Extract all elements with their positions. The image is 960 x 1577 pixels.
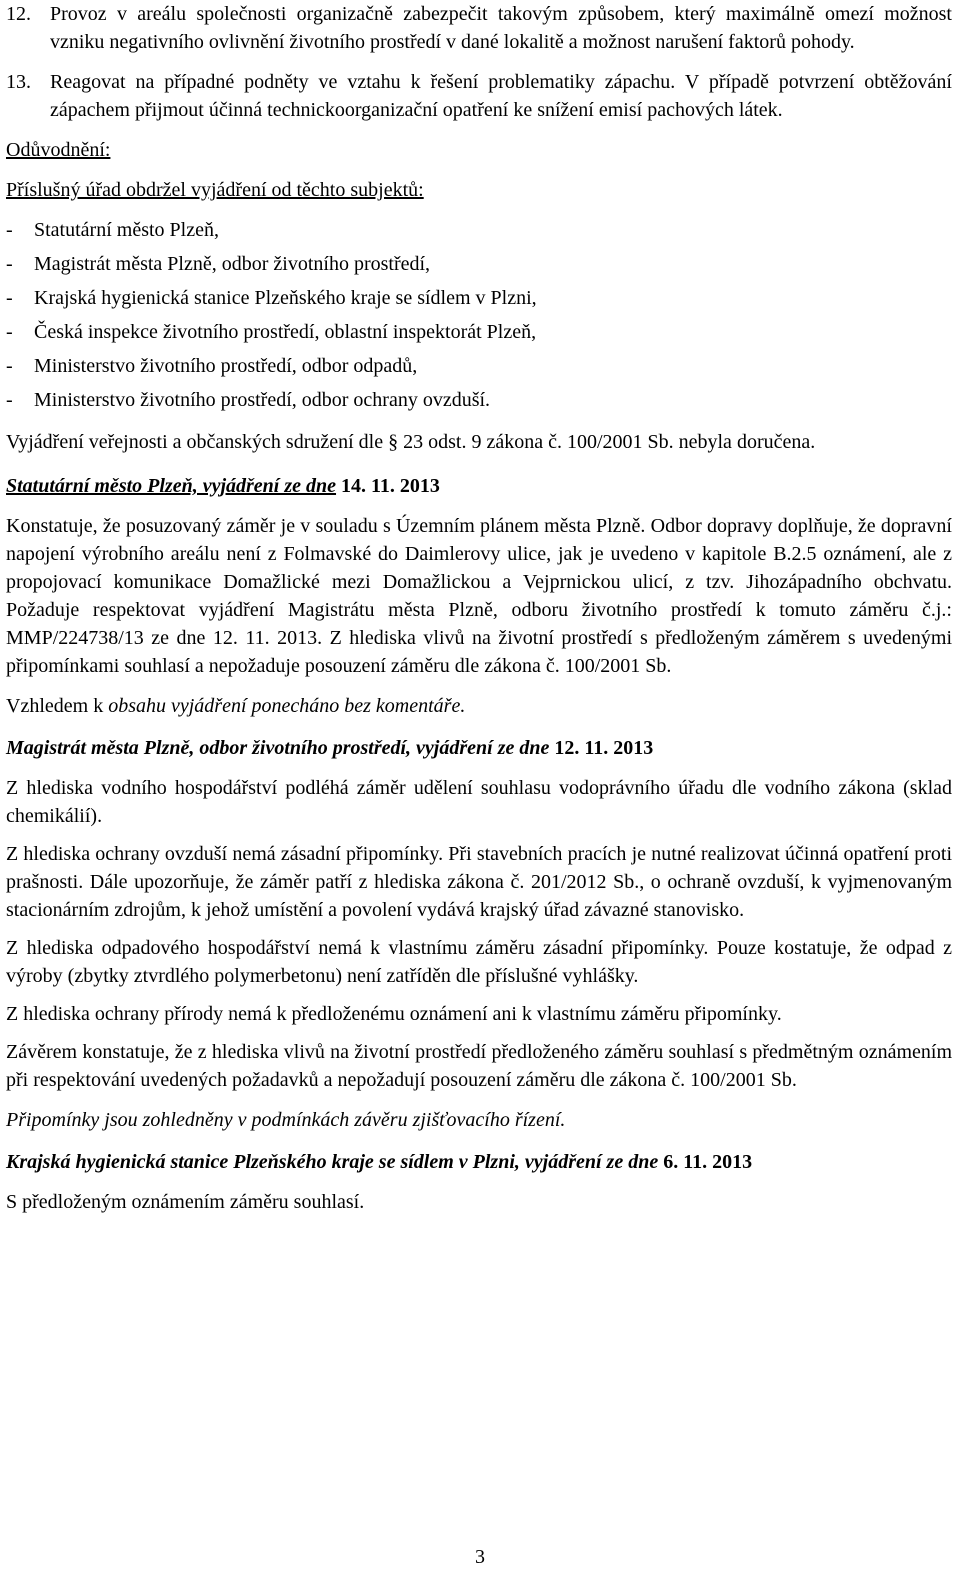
public-note: Vyjádření veřejnosti a občanských sdružení dle § 23 odst. 9 zákona č. 100/2001 Sb. nebyla doručena.	[6, 431, 816, 453]
city-note: Vzhledem k obsahu vyjádření ponecháno bez komentáře.	[6, 695, 466, 717]
list-item	[6, 68, 952, 124]
subject-item: - Česká inspekce životního prostředí, oblastní inspektorát Plzeň,	[6, 321, 537, 343]
magistrate-paragraph: Z hlediska ochrany ovzduší nemá zásadní připomínky. Při stavebních pracích je nutné realizovat účinná opatření proti prašnosti. Dále upozorňuje, že záměr patří z hlediska zákona č. 201/2012 Sb., o ochraně ovzduší, k vyjmenovaným stacionárním zdrojům, k jehož umístění a povolení vydává krajský úřad závazné stanovisko.	[6, 843, 952, 921]
list-item-text: Reagovat na případné podněty ve vztahu k řešení problematiky zápachu. V případě potvrzení obtěžování zápachem přijmout účinná technickoorganizační opatření ke snížení emisí pachových látek.	[50, 71, 952, 121]
page-number: 3	[475, 1546, 485, 1568]
hygiene-statement: S předloženým oznámením záměru souhlasí.	[6, 1191, 365, 1213]
received-intro: Příslušný úřad obdržel vyjádření od těchto subjektů:	[6, 179, 424, 201]
subject-item: - Magistrát města Plzně, odbor životního prostředí,	[6, 253, 431, 275]
section-heading-magistrate: Magistrát města Plzně, odbor životního prostředí, vyjádření ze dne 12. 11. 2013	[6, 737, 654, 759]
subject-item: - Ministerstvo životního prostředí, odbor odpadů,	[6, 355, 418, 377]
list-item-text: Provoz v areálu společnosti organizačně zabezpečit takovým způsobem, který maximálně omezí možnost vzniku negativního ovlivnění životního prostředí v dané lokalitě a možnost narušení faktorů pohody.	[50, 3, 952, 53]
magistrate-paragraph: Z hlediska vodního hospodářství podléhá záměr udělení souhlasu vodoprávního úřadu dle vodního zákona (sklad chemikálií).	[6, 777, 952, 827]
subject-item: - Statutární město Plzeň,	[6, 219, 219, 241]
magistrate-paragraph: Z hlediska odpadového hospodářství nemá k vlastnímu záměru zásadní připomínky. Pouze kostatuje, že odpad z výroby (zbytky ztvrdlého polymerbetonu) není zatříděn dle příslušné vyhlášky.	[6, 937, 952, 987]
list-item	[6, 0, 952, 56]
subject-item: - Krajská hygienická stanice Plzeňského kraje se sídlem v Plzni,	[6, 287, 537, 309]
list-item-number: 13.	[6, 71, 31, 93]
magistrate-paragraph: Z hlediska ochrany přírody nemá k předloženému oznámení ani k vlastnímu záměru připomínky.	[6, 1003, 782, 1025]
list-item-number: 12.	[6, 3, 31, 25]
section-heading-hygiene: Krajská hygienická stanice Plzeňského kraje se sídlem v Plzni, vyjádření ze dne 6. 11. 2013	[6, 1151, 753, 1173]
magistrate-paragraph: Závěrem konstatuje, že z hlediska vlivů na životní prostředí předloženého záměru souhlasí s předmětným oznámením při respektování uvedených požadavků a nepožadují posouzení záměru dle zákona č. 100/2001 Sb.	[6, 1041, 952, 1091]
subjects-list	[6, 216, 952, 414]
conditions-list	[6, 0, 952, 124]
document-page	[6, 0, 952, 1216]
city-statement: Konstatuje, že posuzovaný záměr je v souladu s Územním plánem města Plzně. Odbor dopravy doplňuje, že dopravní napojení výrobního areálu není z Folmavské do Daimlerovy ulice, jak je uvedeno v kapitole B.2.5 oznámení, ale z propojovací komunikace Domažlické mezi Domažlickou a Vejprnickou ulicí, z tzv. Jihozápadního obchvatu. Požaduje respektovat vyjádření Magistrátu města Plzně, odboru životního prostředí k tomuto záměru č.j.: MMP/224738/13 ze dne 12. 11. 2013. Z hlediska vlivů na životní prostředí s předloženým záměrem s uvedenými připomínkami souhlasí a nepožaduje posouzení záměru dle zákona č. 100/2001 Sb.	[6, 515, 952, 677]
section-heading-city: Statutární město Plzeň, vyjádření ze dne 14. 11. 2013	[6, 475, 440, 497]
magistrate-note: Připomínky jsou zohledněny v podmínkách závěru zjišťovacího řízení.	[6, 1109, 566, 1131]
justification-heading: Odůvodnění:	[6, 139, 111, 161]
subject-item: - Ministerstvo životního prostředí, odbor ochrany ovzduší.	[6, 389, 491, 411]
